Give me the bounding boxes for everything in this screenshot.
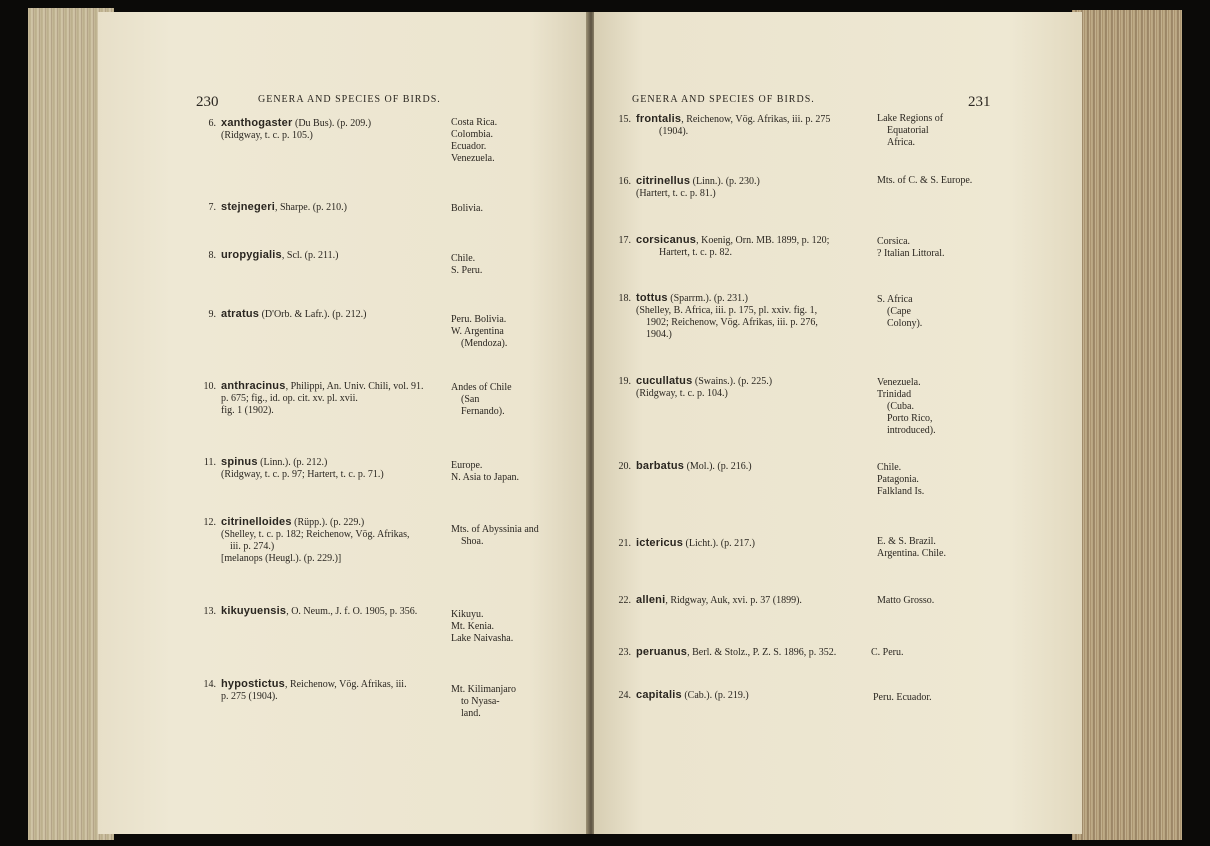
entry-text: iii. p. 274.) [230, 541, 275, 552]
species-name: anthracinus [221, 380, 286, 392]
entry-text: (Ridgway, t. c. p. 104.) [636, 388, 728, 399]
entry-text: 24. [618, 690, 631, 701]
entry-text: , Ridgway, Auk, xvi. p. 37 (1899). [665, 595, 802, 606]
entry-text: Argentina. Chile. [877, 548, 946, 559]
entry-text: S. Peru. [451, 265, 483, 276]
locality [451, 460, 519, 484]
locality [451, 524, 539, 548]
entry-text: Mts. of Abyssinia and [451, 524, 539, 535]
locality [877, 536, 946, 560]
entry-text: Bolivia. [451, 203, 483, 214]
entry-text: (1904). [659, 126, 689, 137]
species-name: hypostictus [221, 678, 285, 690]
entry-text: Andes of Chile [451, 382, 512, 393]
entry-text: Chile. [451, 253, 476, 264]
entry-text: S. Africa [877, 294, 913, 305]
entry-text: , Reichenow, Vög. Afrikas, iii. p. 275 [681, 114, 831, 125]
entry-text: 16. [618, 176, 631, 187]
species-name: peruanus [636, 646, 688, 658]
entry-text: 23. [618, 647, 631, 658]
species-name: uropygialis [221, 249, 282, 261]
entry-text: (Licht.). (p. 217.) [685, 538, 755, 549]
entry-text: (San Fernando). [461, 394, 505, 417]
running-head: GENERA AND SPECIES OF BIRDS. [258, 94, 441, 105]
locality [451, 684, 516, 720]
species-name: xanthogaster [221, 117, 293, 129]
entry-text: Costa Rica. [451, 117, 498, 128]
entry-text: (Cape Colony). [887, 306, 923, 329]
locality [451, 382, 512, 418]
entry-text: ? Italian Littoral. [877, 248, 945, 259]
entry-text: (Swains.). (p. 225.) [694, 376, 773, 387]
locality [451, 253, 482, 277]
locality [451, 609, 513, 645]
species-name: citrinellus [636, 175, 691, 187]
entry-text: , Sharpe. (p. 210.) [274, 202, 347, 213]
entry-text: , Koenig, Orn. MB. 1899, p. 120; [696, 235, 830, 246]
locality [873, 692, 932, 704]
species-name: barbatus [636, 460, 685, 472]
entry-text: (Shelley, B. Africa, iii. p. 175, pl. xxiv. fig. 1, [636, 305, 818, 316]
entry-text: Chile. [877, 462, 902, 473]
entry-text: , O. Neum., J. f. O. 1905, p. 356. [286, 606, 418, 617]
entry-text: 18. [618, 293, 631, 304]
entry-text: , Scl. (p. 211.) [281, 250, 339, 261]
entry-text: Venezuela. [451, 153, 495, 164]
entry-text: , Philippi, An. Univ. Chili, vol. 91. [285, 381, 424, 392]
entry-text: Equatorial Africa. [887, 125, 929, 148]
species-name: cucullatus [636, 375, 693, 387]
entry-text: 19. [618, 376, 631, 387]
locality [877, 462, 924, 498]
entry-text: Colombia. [451, 129, 493, 140]
entry-text: Mt. Kilimanjaro [451, 684, 516, 695]
entry-text: 1902; Reichenow, Vög. Afrikas, iii. p. 276, [646, 317, 818, 328]
locality [451, 203, 483, 215]
entry-text: [melanops (Heugl.). (p. 229.)] [221, 553, 342, 564]
entry-text: 11. [203, 457, 216, 468]
entry-text: N. Asia to Japan. [451, 472, 520, 483]
entry-text: Mts. of C. & S. Europe. [877, 175, 973, 186]
right-page-edges [1072, 10, 1182, 840]
entry-text: Europe. [451, 460, 483, 471]
entry-text: C. Peru. [871, 647, 904, 658]
species-name: spinus [221, 456, 258, 468]
species-name: capitalis [636, 689, 682, 701]
entry-text: (Mol.). (p. 216.) [686, 461, 752, 472]
right-page [594, 12, 1082, 834]
species-name: atratus [221, 308, 260, 320]
entry-text: (Linn.). (p. 212.) [260, 457, 328, 468]
entry-text: (Cab.). (p. 219.) [684, 690, 749, 701]
entry-text: p. 675; fig., id. op. cit. xv. pl. xvii. [221, 393, 358, 404]
locality [451, 117, 497, 165]
entry-text: (D'Orb. & Lafr.). (p. 212.) [261, 309, 367, 320]
entry-text: W. Argentina [451, 326, 504, 337]
entry-text: 10. [203, 381, 216, 392]
species-name: stejnegeri [221, 201, 275, 213]
entry-text: (Linn.). (p. 230.) [692, 176, 760, 187]
entry-text: (Hartert, t. c. p. 81.) [636, 188, 716, 199]
entry-text: fig. 1 (1902). [221, 405, 274, 416]
locality [451, 314, 507, 350]
entry-text: 12. [203, 517, 216, 528]
entry-text: (Shelley, t. c. p. 182; Reichenow, Vög. Afrikas, [221, 529, 410, 540]
entry-text: Matto Grosso. [877, 595, 935, 606]
locality [877, 595, 934, 607]
entry-text: 1904.) [646, 329, 672, 340]
species-name: tottus [636, 292, 668, 304]
entry-text: 22. [618, 595, 631, 606]
left-page [98, 12, 588, 834]
entry-text: Ecuador. [451, 141, 487, 152]
page-number: 231 [968, 94, 991, 110]
entry-text: Corsica. [877, 236, 911, 247]
entry-text: Patagonia. [877, 474, 919, 485]
entry-text: Mt. Kenia. [451, 621, 495, 632]
entry-text: Kikuyu. [451, 609, 484, 620]
locality [877, 113, 943, 149]
entry-text: 6. [208, 118, 216, 129]
entry-text: 17. [618, 235, 631, 246]
entry-text: 8. [208, 250, 216, 261]
entry-text: 15. [618, 114, 631, 125]
entry-text: (Mendoza). [461, 338, 508, 349]
entry-text: Peru. Bolivia. [451, 314, 507, 325]
entry-text: 21. [618, 538, 631, 549]
entry-text: Peru. Ecuador. [873, 692, 932, 703]
locality [871, 647, 904, 659]
entry-text: Venezuela. [877, 377, 921, 388]
locality [877, 175, 972, 187]
entry-text: Lake Naivasha. [451, 633, 514, 644]
entry-text: E. & S. Brazil. [877, 536, 936, 547]
locality [877, 236, 944, 260]
entry-text: p. 275 (1904). [221, 691, 278, 702]
entry-text: (Ridgway, t. c. p. 105.) [221, 130, 313, 141]
species-name: frontalis [636, 113, 682, 125]
running-head: GENERA AND SPECIES OF BIRDS. [632, 94, 815, 105]
locality [877, 294, 922, 330]
entry-text: introduced). [887, 425, 936, 436]
entry-text: 13. [203, 606, 216, 617]
species-name: kikuyuensis [221, 605, 287, 617]
species-name: ictericus [636, 537, 684, 549]
entry-text: (Rüpp.). (p. 229.) [294, 517, 365, 528]
entry-text: 14. [203, 679, 216, 690]
species-name: alleni [636, 594, 666, 606]
entry-text: Trinidad [877, 389, 912, 400]
entry-text: Hartert, t. c. p. 82. [659, 247, 733, 258]
entry-text: , Reichenow, Vög. Afrikas, iii. [284, 679, 407, 690]
entry-text: (Du Bus). (p. 209.) [294, 118, 372, 129]
entry-text: , Berl. & Stolz., P. Z. S. 1896, p. 352. [687, 647, 837, 658]
entry-text: (Sparrm.). (p. 231.) [670, 293, 749, 304]
entry-text: (Cuba. Porto Rico, [887, 401, 933, 424]
entry-text: Falkland Is. [877, 486, 925, 497]
entry-text: 9. [208, 309, 216, 320]
entry-text: Shoa. [461, 536, 484, 547]
entry-text: Lake Regions of [877, 113, 944, 124]
entry-text: 7. [208, 202, 216, 213]
entry-text: to Nyasa-land. [461, 696, 500, 719]
species-name: corsicanus [636, 234, 697, 246]
locality [877, 377, 936, 437]
species-name: citrinelloides [221, 516, 292, 528]
entry-text: (Ridgway, t. c. p. 97; Hartert, t. c. p. 71.) [221, 469, 384, 480]
entry-text: 20. [618, 461, 631, 472]
page-number: 230 [196, 94, 219, 110]
